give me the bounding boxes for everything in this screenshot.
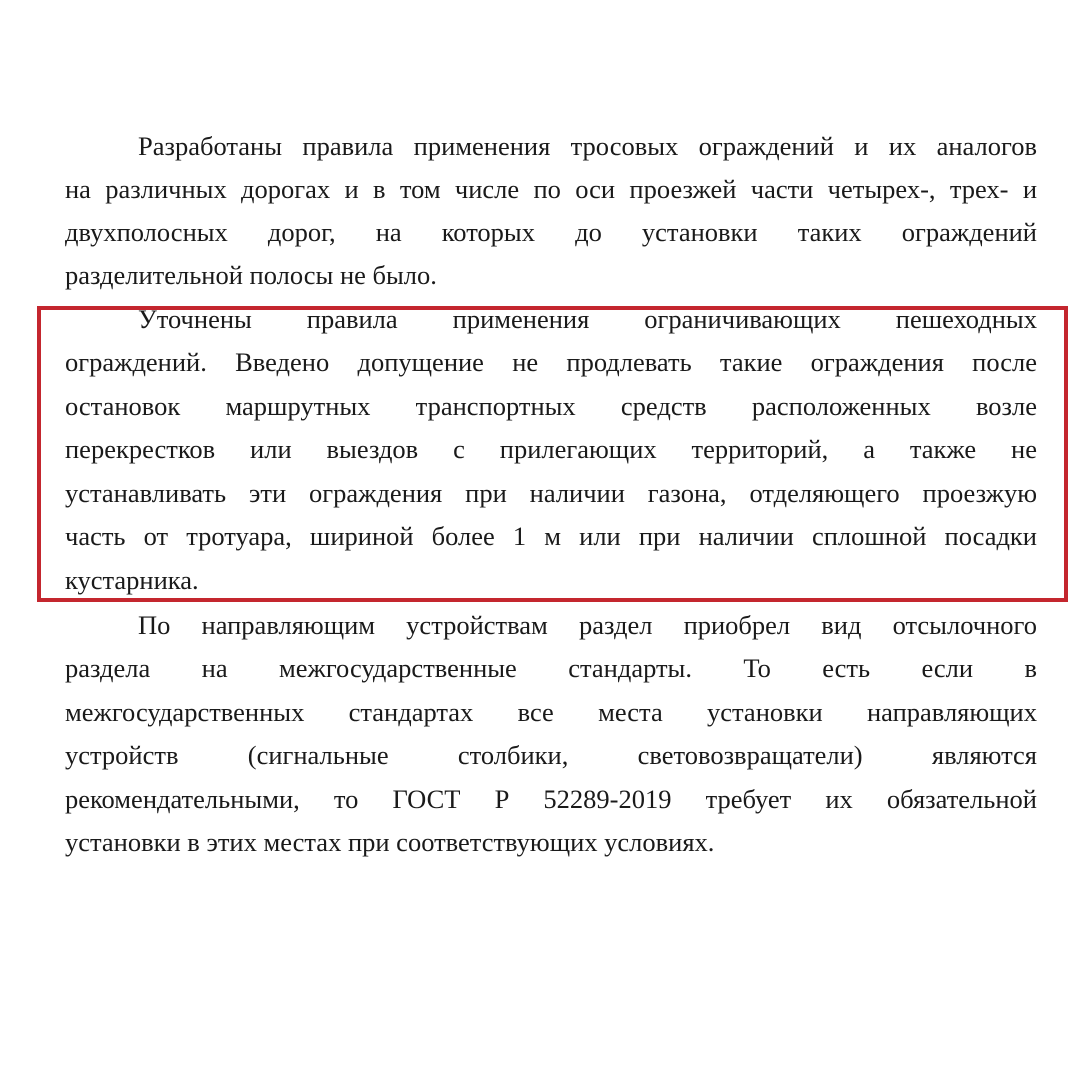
text-line: остановок маршрутных транспортных средств расположенных возле [65,391,1037,421]
text-line: Уточнены правила применения ограничивающих пешеходных [138,304,1037,334]
text-line: на различных дорогах и в том числе по оси проезжей части четырех-, трех- и [65,174,1037,204]
text-line: раздела на межгосударственные стандарты. То есть если в [65,653,1037,683]
text-line: Разработаны правила применения тросовых ограждений и их аналогов [138,131,1037,161]
text-line: часть от тротуара, шириной более 1 м или при наличии сплошной посадки [65,521,1037,551]
text-line: двухполосных дорог, на которых до установки таких ограждений [65,217,1037,247]
highlight-box [37,306,1068,602]
text-line: устройств (сигнальные столбики, световозвращатели) являются [65,740,1037,770]
text-line: кустарника. [65,565,199,595]
text-line: установки в этих местах при соответствующих условиях. [65,827,715,857]
text-line: По направляющим устройствам раздел приобрел вид отсылочного [138,610,1037,640]
text-line: рекомендательными, то ГОСТ Р 52289-2019 требует их обязательной [65,784,1037,814]
text-line: разделительной полосы не было. [65,260,437,290]
text-line: перекрестков или выездов с прилегающих территорий, а также не [65,434,1037,464]
text-line: межгосударственных стандартах все места установки направляющих [65,697,1037,727]
text-line: ограждений. Введено допущение не продлевать такие ограждения после [65,347,1037,377]
text-line: устанавливать эти ограждения при наличии газона, отделяющего проезжую [65,478,1037,508]
